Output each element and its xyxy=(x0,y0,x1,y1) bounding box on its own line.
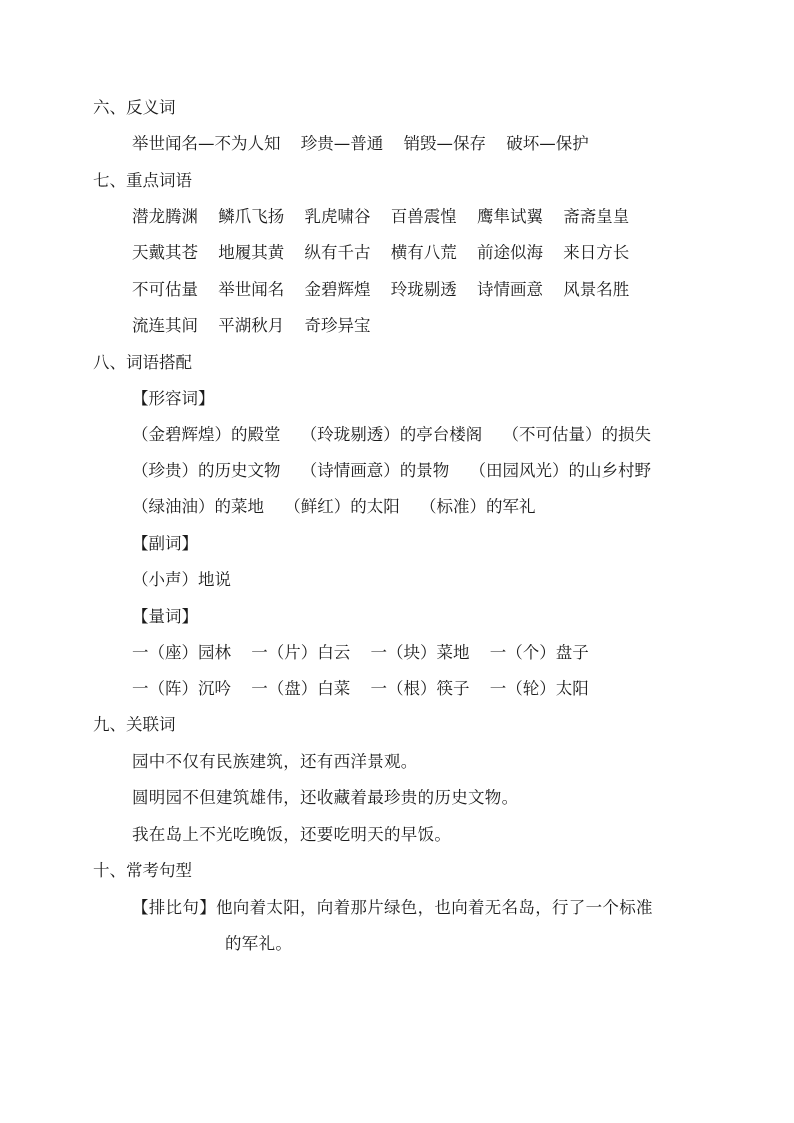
key-word: 不可估量 xyxy=(132,280,198,299)
key-word: 百兽震惶 xyxy=(390,207,457,226)
antonym-item: 破坏—保护 xyxy=(506,134,589,153)
key-word: 鹰隼试翼 xyxy=(477,207,543,226)
section-heading-patterns: 十、常考句型 xyxy=(93,861,192,880)
antonym-item: 销毁—保存 xyxy=(403,134,486,153)
key-word: 前途似海 xyxy=(477,243,543,262)
key-word: 玲珑剔透 xyxy=(390,280,457,299)
key-word: 流连其间 xyxy=(132,316,198,335)
adjective-row-2 xyxy=(132,460,651,482)
measure-word-item: 一（轮）太阳 xyxy=(489,679,589,698)
key-word: 来日方长 xyxy=(563,243,630,262)
collocation-item: （珍贵）的历史文物 xyxy=(132,461,281,480)
section-heading-antonyms: 六、反义词 xyxy=(93,98,176,117)
measure-word-item: 一（片）白云 xyxy=(251,643,351,662)
key-word: 斋斋皇皇 xyxy=(563,207,630,226)
parallelism-sentence xyxy=(132,897,653,919)
measure-word-item: 一（盘）白菜 xyxy=(251,679,351,698)
section-heading-collocation: 八、词语搭配 xyxy=(93,353,192,372)
key-words-row-3 xyxy=(132,279,629,301)
measure-word-label: 【量词】 xyxy=(132,607,198,626)
adjective-label: 【形容词】 xyxy=(132,389,215,408)
key-word: 平湖秋月 xyxy=(218,316,285,335)
adjective-row-1 xyxy=(132,424,651,446)
collocation-item: （田园风光）的山乡村野 xyxy=(469,461,651,480)
pattern-label: 【排比句】 xyxy=(132,898,216,917)
section-heading-conjunctions: 九、关联词 xyxy=(93,715,176,734)
adjective-row-3 xyxy=(132,496,536,518)
key-words-row-1 xyxy=(132,206,629,228)
antonym-list xyxy=(132,133,589,155)
key-word: 横有八荒 xyxy=(390,243,457,262)
pattern-line-1: 他向着太阳，向着那片绿色，也向着无名岛，行了一个标准 xyxy=(216,898,653,917)
key-word: 鳞爪飞扬 xyxy=(218,207,285,226)
measure-word-item: 一（块）菜地 xyxy=(370,643,470,662)
collocation-item: （鲜红）的太阳 xyxy=(284,497,400,516)
collocation-item: （不可估量）的损失 xyxy=(502,425,651,444)
key-word: 金碧辉煌 xyxy=(304,280,371,299)
collocation-item: （标准）的军礼 xyxy=(420,497,536,516)
measure-word-item: 一（根）筷子 xyxy=(370,679,470,698)
collocation-item: （绿油油）的菜地 xyxy=(132,497,264,516)
key-word: 诗情画意 xyxy=(477,280,543,299)
conjunction-sentence-3: 我在岛上不光吃晚饭，还要吃明天的早饭。 xyxy=(132,825,452,844)
key-word: 风景名胜 xyxy=(563,280,630,299)
pattern-line-2: 的军礼。 xyxy=(225,934,293,953)
conjunction-sentence-2: 圆明园不但建筑雄伟，还收藏着最珍贵的历史文物。 xyxy=(132,788,519,807)
antonym-item: 珍贵—普通 xyxy=(300,134,384,153)
adverb-row-1: （小声）地说 xyxy=(132,570,231,589)
key-word: 天戴其苍 xyxy=(132,243,198,262)
collocation-item: （金碧辉煌）的殿堂 xyxy=(132,425,281,444)
key-word: 潜龙腾渊 xyxy=(132,207,198,226)
antonym-item: 举世闻名—不为人知 xyxy=(132,134,281,153)
key-word: 乳虎啸谷 xyxy=(304,207,371,226)
key-word: 奇珍异宝 xyxy=(304,316,371,335)
key-word: 地履其黄 xyxy=(218,243,285,262)
measure-word-item: 一（座）园林 xyxy=(132,643,231,662)
collocation-item: （玲珑剔透）的亭台楼阁 xyxy=(300,425,483,444)
collocation-item: （诗情画意）的景物 xyxy=(300,461,450,480)
key-word: 纵有千古 xyxy=(304,243,371,262)
conjunction-sentence-1: 园中不仅有民族建筑，还有西洋景观。 xyxy=(132,752,418,771)
section-heading-key-words: 七、重点词语 xyxy=(93,171,192,190)
measure-word-row-1 xyxy=(132,642,589,664)
adverb-label: 【副词】 xyxy=(132,534,198,553)
key-words-row-2 xyxy=(132,242,629,264)
key-word: 举世闻名 xyxy=(218,280,285,299)
measure-word-item: 一（阵）沉吟 xyxy=(132,679,231,698)
measure-word-item: 一（个）盘子 xyxy=(489,643,589,662)
measure-word-row-2 xyxy=(132,678,589,700)
key-words-row-4 xyxy=(132,315,371,337)
